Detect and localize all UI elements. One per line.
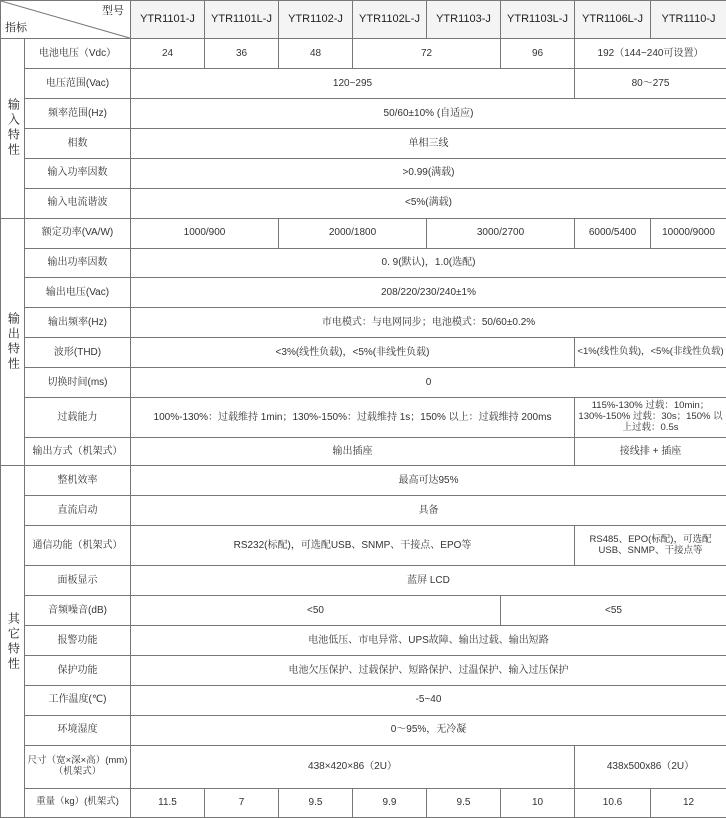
cell-value: 100%-130%：过载维持 1min；130%-150%：过载维持 1s；150% 以上：过载维持 200ms	[131, 398, 575, 438]
row-label: 输出方式（机架式）	[25, 438, 131, 466]
cell-value: 10.6	[575, 788, 651, 817]
corner-model-label: 型号	[102, 5, 124, 17]
table-row	[1, 69, 726, 99]
cell-value: 2000/1800	[279, 218, 427, 248]
cell-value: 输出插座	[131, 438, 575, 466]
row-label: 输出功率因数	[25, 248, 131, 278]
row-label: 输入功率因数	[25, 158, 131, 188]
cell-value: 9.9	[353, 788, 427, 817]
cell-value: 单相三线	[131, 128, 726, 158]
cell-value: 50/60±10% (自适应)	[131, 98, 726, 128]
cell-value: 48	[279, 39, 353, 69]
table-row	[1, 715, 726, 745]
cell-value: 192（144~240可设置）	[575, 39, 726, 69]
cell-value: 0	[131, 368, 726, 398]
row-label: 报警功能	[25, 625, 131, 655]
cell-value: 0. 9(默认)，1.0(选配)	[131, 248, 726, 278]
table-row	[1, 438, 726, 466]
model-header: YTR1102L-J	[353, 1, 427, 39]
section-input: 输入特性	[1, 39, 25, 218]
cell-value: 80～275	[575, 69, 726, 99]
row-label: 电压范围(Vac)	[25, 69, 131, 99]
table-row	[1, 525, 726, 565]
cell-value: RS485、EPO(标配)，可选配USB、SNMP、干接点等	[575, 525, 726, 565]
table-row	[1, 338, 726, 368]
row-label: 频率范围(Hz)	[25, 98, 131, 128]
row-label: 工作温度(℃)	[25, 685, 131, 715]
table-row	[1, 218, 726, 248]
cell-value: 3000/2700	[427, 218, 575, 248]
cell-value: 120~295	[131, 69, 575, 99]
cell-value: <3%(线性负载)，<5%(非线性负载)	[131, 338, 575, 368]
cell-value: 具备	[131, 496, 726, 526]
cell-value: 电池欠压保护、过载保护、短路保护、过温保护、输入过压保护	[131, 655, 726, 685]
cell-value: 7	[205, 788, 279, 817]
row-label: 额定功率(VA/W)	[25, 218, 131, 248]
cell-value: 24	[131, 39, 205, 69]
row-label: 直流启动	[25, 496, 131, 526]
table-row	[1, 655, 726, 685]
row-label: 尺寸（宽×深×高）(mm)（机架式）	[25, 745, 131, 788]
cell-value: 电池低压、市电异常、UPS故障、输出过载、输出短路	[131, 625, 726, 655]
row-label: 环境湿度	[25, 715, 131, 745]
cell-value: 438×420×86（2U）	[131, 745, 575, 788]
table-row	[1, 188, 726, 218]
table-row	[1, 398, 726, 438]
table-row	[1, 98, 726, 128]
table-row	[1, 596, 726, 626]
cell-value: 最高可达95%	[131, 466, 726, 496]
table-row	[1, 128, 726, 158]
table-row	[1, 248, 726, 278]
row-label: 通信功能（机架式）	[25, 525, 131, 565]
cell-value: <5%(满载)	[131, 188, 726, 218]
row-label: 整机效率	[25, 466, 131, 496]
row-label: 面板显示	[25, 566, 131, 596]
model-header: YTR1101L-J	[205, 1, 279, 39]
cell-value: 6000/5400	[575, 218, 651, 248]
cell-value: 72	[353, 39, 501, 69]
cell-value: 1000/900	[131, 218, 279, 248]
row-label: 切换时间(ms)	[25, 368, 131, 398]
row-label: 重量（kg）(机架式)	[25, 788, 131, 817]
cell-value: 115%-130% 过载：10min；130%-150% 过载：30s；150% 以上过载：0.5s	[575, 398, 726, 438]
corner-index-label: 指标	[5, 21, 27, 34]
cell-value: 0～95%，无冷凝	[131, 715, 726, 745]
model-header: YTR1110-J	[651, 1, 726, 39]
cell-value: 96	[501, 39, 575, 69]
row-label: 输入电流谐波	[25, 188, 131, 218]
table-row	[1, 745, 726, 788]
cell-value: 10000/9000	[651, 218, 726, 248]
row-label: 过载能力	[25, 398, 131, 438]
cell-value: <55	[501, 596, 726, 626]
cell-value: 蓝屏 LCD	[131, 566, 726, 596]
table-row	[1, 685, 726, 715]
cell-value: RS232(标配)，可选配USB、SNMP、干接点、EPO等	[131, 525, 575, 565]
cell-value: 36	[205, 39, 279, 69]
section-output: 输出特性	[1, 218, 25, 466]
table-row	[1, 39, 726, 69]
table-row	[1, 308, 726, 338]
corner-header	[1, 1, 131, 39]
cell-value: -5~40	[131, 685, 726, 715]
model-header: YTR1103L-J	[501, 1, 575, 39]
cell-value: >0.99(满载)	[131, 158, 726, 188]
table-row	[1, 278, 726, 308]
cell-value: 9.5	[279, 788, 353, 817]
cell-value: <50	[131, 596, 501, 626]
header-row	[1, 1, 726, 39]
model-header: YTR1102-J	[279, 1, 353, 39]
row-label: 相数	[25, 128, 131, 158]
table-row	[1, 496, 726, 526]
cell-value: 208/220/230/240±1%	[131, 278, 726, 308]
model-header: YTR1106L-J	[575, 1, 651, 39]
cell-value: 12	[651, 788, 726, 817]
cell-value: 接线排 + 插座	[575, 438, 726, 466]
row-label: 输出频率(Hz)	[25, 308, 131, 338]
row-label: 保护功能	[25, 655, 131, 685]
row-label: 波形(THD)	[25, 338, 131, 368]
row-label: 电池电压（Vdc）	[25, 39, 131, 69]
table-row	[1, 158, 726, 188]
row-label: 音频噪音(dB)	[25, 596, 131, 626]
model-header: YTR1103-J	[427, 1, 501, 39]
cell-value: <1%(线性负载)，<5%(非线性负载)	[575, 338, 726, 368]
cell-value: 11.5	[131, 788, 205, 817]
cell-value: 9.5	[427, 788, 501, 817]
table-row	[1, 566, 726, 596]
row-label: 输出电压(Vac)	[25, 278, 131, 308]
cell-value: 438x500x86（2U）	[575, 745, 726, 788]
model-header: YTR1101-J	[131, 1, 205, 39]
section-other: 其它特性	[1, 466, 25, 818]
cell-value: 10	[501, 788, 575, 817]
table-row	[1, 466, 726, 496]
cell-value: 市电模式：与电网同步；电池模式：50/60±0.2%	[131, 308, 726, 338]
table-row	[1, 788, 726, 817]
table-row	[1, 368, 726, 398]
table-row	[1, 625, 726, 655]
